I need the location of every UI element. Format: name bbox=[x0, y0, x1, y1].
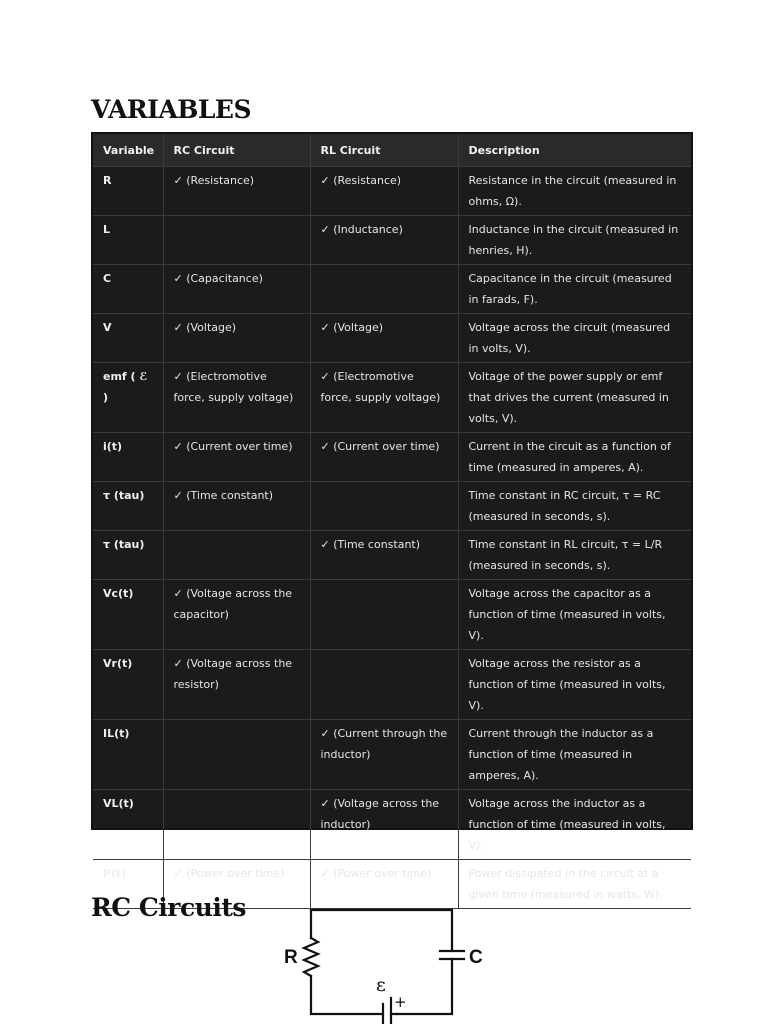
variables-table bbox=[91, 132, 693, 901]
cell-rl: ✓ (Voltage across the inductor) bbox=[310, 790, 458, 860]
cell-variable: IL(t) bbox=[93, 720, 163, 790]
table-header-row bbox=[93, 134, 691, 167]
table-row bbox=[93, 580, 691, 650]
cell-rc: ✓ (Capacitance) bbox=[163, 265, 310, 314]
cell-rl: ✓ (Power over time) bbox=[310, 860, 458, 909]
cell-variable: i(t) bbox=[93, 433, 163, 482]
cell-rl bbox=[310, 265, 458, 314]
cell-rl: ✓ (Resistance) bbox=[310, 167, 458, 216]
table-row bbox=[93, 531, 691, 580]
rc-circuit-diagram bbox=[280, 900, 500, 1024]
cell-rl bbox=[310, 580, 458, 650]
cell-rc bbox=[163, 531, 310, 580]
table-row bbox=[93, 265, 691, 314]
emf-label: ε bbox=[376, 974, 386, 996]
cell-description: Voltage across the circuit (measured in volts, V). bbox=[458, 314, 691, 363]
header-description: Description bbox=[458, 134, 691, 167]
cell-rl bbox=[310, 482, 458, 531]
cell-variable: R bbox=[93, 167, 163, 216]
cell-rl: ✓ (Inductance) bbox=[310, 216, 458, 265]
cell-rl: ✓ (Voltage) bbox=[310, 314, 458, 363]
cell-description: Power dissipated in the circuit at a given time (measured in watts, W). bbox=[458, 860, 691, 909]
cell-variable: P(t) bbox=[93, 860, 163, 909]
cell-description: Voltage across the resistor as a function of time (measured in volts, V). bbox=[458, 650, 691, 720]
table-row bbox=[93, 650, 691, 720]
cell-variable: V bbox=[93, 314, 163, 363]
cell-rc: ✓ (Power over time) bbox=[163, 860, 310, 909]
cell-variable: Vr(t) bbox=[93, 650, 163, 720]
cell-rl: ✓ (Electromotive force, supply voltage) bbox=[310, 363, 458, 433]
header-rl-circuit: RL Circuit bbox=[310, 134, 458, 167]
cell-rc: ✓ (Voltage) bbox=[163, 314, 310, 363]
table-row bbox=[93, 167, 691, 216]
cell-rc: ✓ (Electromotive force, supply voltage) bbox=[163, 363, 310, 433]
cell-description: Voltage of the power supply or emf that drives the current (measured in volts, V). bbox=[458, 363, 691, 433]
cell-rc bbox=[163, 720, 310, 790]
cell-description: Current in the circuit as a function of time (measured in amperes, A). bbox=[458, 433, 691, 482]
rc-circuits-heading: RC Circuits bbox=[91, 893, 246, 922]
table-row bbox=[93, 433, 691, 482]
cell-variable: emf ( ℰ ) bbox=[93, 363, 163, 433]
wire-left-bottom bbox=[311, 976, 383, 1014]
cell-description: Resistance in the circuit (measured in ohms, Ω). bbox=[458, 167, 691, 216]
plus-label: + bbox=[394, 993, 407, 1011]
table-row bbox=[93, 314, 691, 363]
cell-rc: ✓ (Voltage across the capacitor) bbox=[163, 580, 310, 650]
header-variable: Variable bbox=[93, 134, 163, 167]
cell-description: Voltage across the capacitor as a function of time (measured in volts, V). bbox=[458, 580, 691, 650]
cell-rl: ✓ (Time constant) bbox=[310, 531, 458, 580]
cell-variable: τ (tau) bbox=[93, 531, 163, 580]
cell-description: Time constant in RC circuit, τ = RC (measured in seconds, s). bbox=[458, 482, 691, 531]
cell-rl: ✓ (Current through the inductor) bbox=[310, 720, 458, 790]
header-rc-circuit: RC Circuit bbox=[163, 134, 310, 167]
cell-rc: ✓ (Resistance) bbox=[163, 167, 310, 216]
table-row bbox=[93, 482, 691, 531]
cell-rc: ✓ (Voltage across the resistor) bbox=[163, 650, 310, 720]
cell-rc: ✓ (Current over time) bbox=[163, 433, 310, 482]
cell-variable: Vc(t) bbox=[93, 580, 163, 650]
cell-rl: ✓ (Current over time) bbox=[310, 433, 458, 482]
resistor-symbol bbox=[304, 938, 318, 976]
cell-variable: L bbox=[93, 216, 163, 265]
table-row bbox=[93, 363, 691, 433]
table-row bbox=[93, 216, 691, 265]
cell-description: Time constant in RL circuit, τ = L/R (measured in seconds, s). bbox=[458, 531, 691, 580]
wire-top bbox=[311, 910, 452, 946]
cell-variable: τ (tau) bbox=[93, 482, 163, 531]
resistor-label: R bbox=[284, 947, 298, 968]
cell-description: Voltage across the inductor as a function of time (measured in volts, V). bbox=[458, 790, 691, 860]
cell-rc bbox=[163, 216, 310, 265]
capacitor-label: C bbox=[469, 947, 483, 968]
table-row bbox=[93, 720, 691, 790]
cell-rc bbox=[163, 790, 310, 860]
cell-rc: ✓ (Time constant) bbox=[163, 482, 310, 531]
cell-description: Current through the inductor as a function of time (measured in amperes, A). bbox=[458, 720, 691, 790]
cell-rl bbox=[310, 650, 458, 720]
cell-variable: VL(t) bbox=[93, 790, 163, 860]
table-row bbox=[93, 790, 691, 860]
cell-description: Inductance in the circuit (measured in henries, H). bbox=[458, 216, 691, 265]
variables-heading: VARIABLES bbox=[91, 95, 252, 124]
cell-variable: C bbox=[93, 265, 163, 314]
cell-description: Capacitance in the circuit (measured in farads, F). bbox=[458, 265, 691, 314]
